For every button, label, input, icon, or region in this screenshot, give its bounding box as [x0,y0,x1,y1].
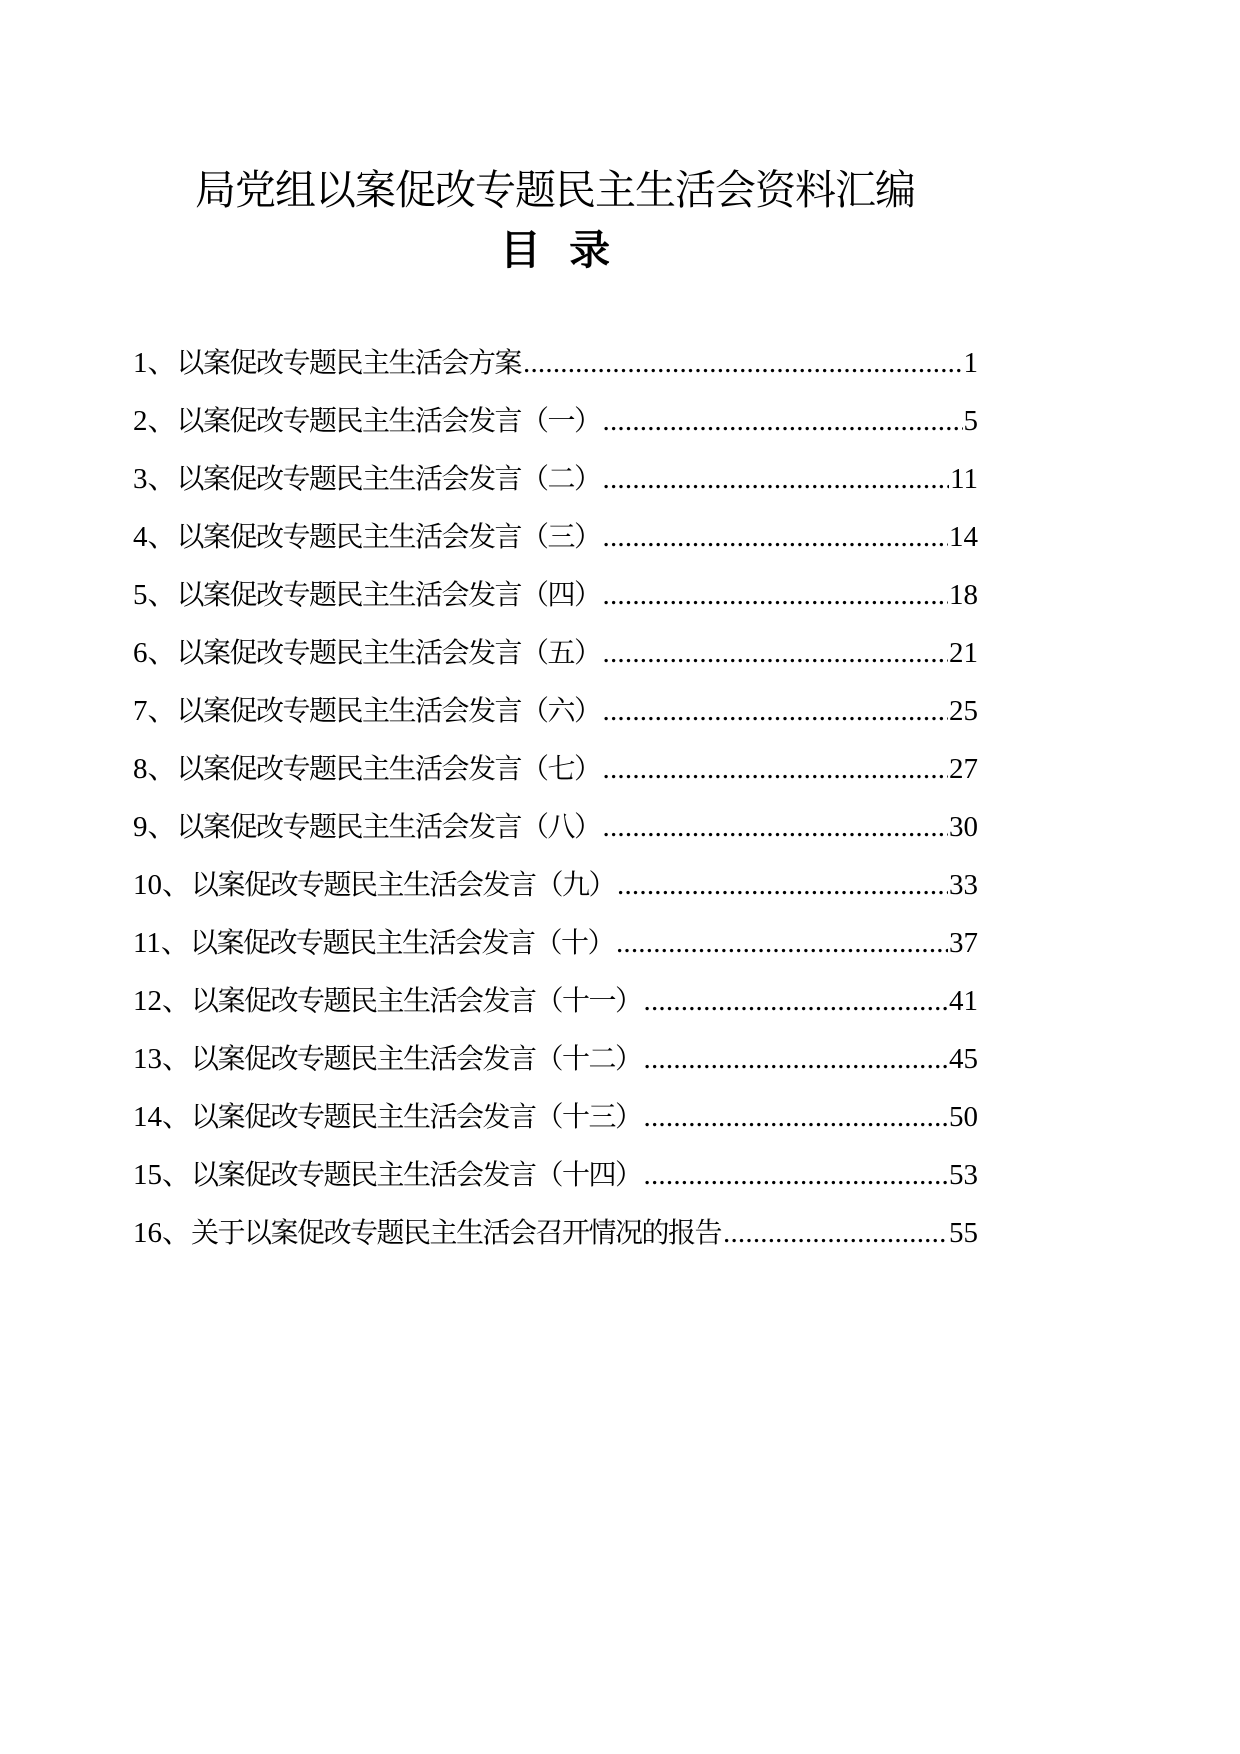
toc-entry[interactable] [133,398,978,456]
toc-entry-number: 7、 [133,695,177,727]
dot-leader [644,1152,948,1198]
toc-entry-number: 10、 [133,869,192,901]
dot-leader [603,688,948,734]
dot-leader [617,862,948,908]
toc-entry-number: 3、 [133,463,177,495]
toc-entry-title: 以案促改专题民主生活会发言（十一） [191,984,642,1017]
toc-entry-number: 9、 [133,811,177,843]
toc-entry-number: 5、 [133,579,177,611]
toc-entry-title: 以案促改专题民主生活会发言（一） [176,404,601,437]
toc-entry-number: 13、 [133,1043,192,1075]
toc-entry-page: 30 [949,811,978,843]
toc-entry-page: 27 [949,753,978,785]
toc-entry[interactable] [133,746,978,804]
toc-entry[interactable] [133,1210,978,1268]
toc-entry[interactable] [133,456,978,514]
dot-leader [603,630,948,676]
toc-entry-page: 33 [949,869,978,901]
toc-entry-title: 以案促改专题民主生活会发言（三） [176,520,601,553]
toc-heading: 目 录 [499,226,611,274]
toc-entry-number: 16、 [133,1217,192,1249]
dot-leader [644,1094,948,1140]
dot-leader [603,398,963,444]
toc-entry-page: 55 [949,1217,978,1249]
toc-entry[interactable] [133,1152,978,1210]
toc-entry-page: 21 [949,637,978,669]
dot-leader [644,978,948,1024]
toc-entry-title: 以案促改专题民主生活会发言（十三） [191,1100,642,1133]
toc-entry-title: 以案促改专题民主生活会发言（十二） [191,1042,642,1075]
toc-entry[interactable] [133,688,978,746]
document-title: 局党组以案促改专题民主生活会资料汇编 [195,166,915,214]
toc-entry-page: 53 [949,1159,978,1191]
toc-entry[interactable] [133,514,978,572]
toc-entry[interactable] [133,862,978,920]
toc-entry-page: 25 [949,695,978,727]
toc-entry-title: 以案促改专题民主生活会发言（九） [191,868,616,901]
dot-leader [603,746,948,792]
toc-entry-page: 18 [949,579,978,611]
toc-entry-title: 关于以案促改专题民主生活会召开情况的报告 [191,1216,722,1249]
toc-entry-title: 以案促改专题民主生活会发言（七） [176,752,601,785]
toc-entry-title: 以案促改专题民主生活会发言（十四） [191,1158,642,1191]
toc-entry-number: 4、 [133,521,177,553]
toc-entry-number: 8、 [133,753,177,785]
toc-entry[interactable] [133,1036,978,1094]
toc-entry-page: 5 [963,405,978,437]
toc-entry-page: 45 [949,1043,978,1075]
toc-entry-page: 37 [949,927,978,959]
toc-entry[interactable] [133,340,978,398]
toc-entry-page: 1 [963,347,978,379]
toc-entry-page: 14 [949,521,978,553]
toc-entry-number: 11、 [133,927,190,959]
toc-entry-title: 以案促改专题民主生活会发言（十） [189,926,614,959]
toc-entry-title: 以案促改专题民主生活会发言（八） [176,810,601,843]
toc-entry-page: 41 [949,985,978,1017]
toc-entry[interactable] [133,920,978,978]
dot-leader [603,514,948,560]
toc-entry-title: 以案促改专题民主生活会发言（二） [176,462,601,495]
toc-entry-number: 14、 [133,1101,192,1133]
toc-entry[interactable] [133,978,978,1036]
toc-entry[interactable] [133,572,978,630]
toc-entry[interactable] [133,630,978,688]
toc-entry-number: 6、 [133,637,177,669]
dot-leader [644,1036,948,1082]
toc-entry-title: 以案促改专题民主生活会发言（五） [176,636,601,669]
dot-leader [723,1210,948,1256]
toc-entry-page: 50 [949,1101,978,1133]
toc-entry-number: 15、 [133,1159,192,1191]
toc-entry-number: 12、 [133,985,192,1017]
dot-leader [603,456,950,502]
toc-entry-title: 以案促改专题民主生活会发言（四） [176,578,601,611]
toc-entry-number: 1、 [133,347,177,379]
toc-entry[interactable] [133,1094,978,1152]
toc-entry-title: 以案促改专题民主生活会方案 [176,346,522,379]
dot-leader [603,804,948,850]
toc-entry-page: 11 [950,463,978,495]
toc-entry-number: 2、 [133,405,177,437]
table-of-contents [133,340,978,1268]
dot-leader [616,920,948,966]
dot-leader [603,572,948,618]
dot-leader [523,340,962,386]
toc-entry[interactable] [133,804,978,862]
toc-entry-title: 以案促改专题民主生活会发言（六） [176,694,601,727]
